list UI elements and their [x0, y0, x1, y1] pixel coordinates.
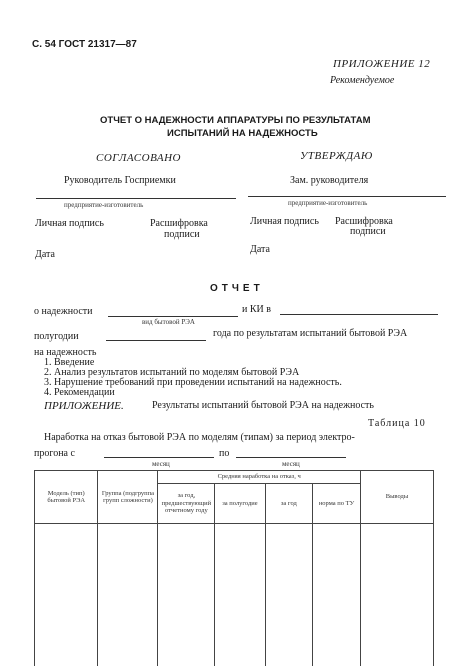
report-item-3: 3. Нарушение требований при проведении испытаний на надежность. [44, 377, 342, 388]
col-group: Группа (подгруппа групп сложности) [98, 471, 158, 524]
right-role: Зам. руководителя [290, 175, 368, 186]
table-caption-line1: Наработка на отказ бытовой РЭА по моделям (типам) за период электро- [44, 432, 355, 443]
ki-line [280, 314, 438, 315]
appendix-status: Рекомендуемое [330, 75, 394, 86]
left-decode-label: Расшифровка [150, 218, 208, 229]
report-heading: ОТЧЕТ [210, 283, 264, 294]
right-decode-label-2: подписи [350, 226, 386, 237]
table-number: Таблица 10 [368, 418, 426, 429]
end-month-caption: месяц [282, 460, 300, 468]
document-title-line1: ОТЧЕТ О НАДЕЖНОСТИ АППАРАТУРЫ ПО РЕЗУЛЬТАТАМ [100, 115, 371, 126]
left-role: Руководитель Госприемки [64, 175, 176, 186]
year-results-text: года по результатам испытаний бытовой РЭА [213, 328, 407, 339]
report-item-4: 4. Рекомендации [44, 387, 115, 398]
report-item-1: 1. Введение [44, 357, 94, 368]
left-signature-label: Личная подпись [35, 218, 104, 229]
period-start-line [104, 457, 214, 458]
appendix-number: ПРИЛОЖЕНИЕ 12 [333, 58, 430, 70]
col-conclusions: Выводы [360, 471, 433, 524]
table-row [35, 524, 434, 666]
appendix-label: ПРИЛОЖЕНИЕ. [44, 400, 124, 412]
right-signature-label: Личная подпись [250, 216, 319, 227]
half-year-line [106, 340, 206, 341]
approved-heading: УТВЕРЖДАЮ [300, 150, 373, 162]
col-year: за год [265, 484, 313, 524]
col-prev-year: за год, предшествующий отчетному году [158, 484, 215, 524]
col-model: Модель (тип) бытовой РЭА [35, 471, 98, 524]
ki-label: и КИ в [242, 304, 271, 315]
document-title-line2: ИСПЫТАНИЙ НА НАДЕЖНОСТЬ [167, 128, 318, 139]
report-item-2: 2. Анализ результатов испытаний по моделям бытовой РЭА [44, 367, 299, 378]
rea-type-line [108, 316, 238, 317]
left-date-label: Дата [35, 249, 55, 260]
agreed-heading: СОГЛАСОВАНО [96, 152, 181, 164]
page-reference: С. 54 ГОСТ 21317—87 [32, 39, 137, 50]
table-caption-to: по [219, 448, 229, 459]
half-year-label: полугодии [34, 331, 79, 342]
on-reliability-text: на надежность [34, 347, 97, 358]
period-end-line [236, 457, 346, 458]
col-mtbf-header: Средняя наработка на отказ, ч [158, 471, 361, 484]
report-about-label: о надежности [34, 306, 93, 317]
reliability-table [34, 470, 434, 666]
appendix-text: Результаты испытаний бытовой РЭА на надежность [152, 400, 374, 411]
table-caption-from: прогона с [34, 448, 75, 459]
left-org-caption: предприятие-изготовитель [64, 201, 143, 209]
left-decode-label-2: подписи [164, 229, 200, 240]
right-decode-label: Расшифровка [335, 216, 393, 227]
col-half-year: за полугодие [215, 484, 265, 524]
right-org-caption: предприятие-изготовитель [288, 199, 367, 207]
right-date-label: Дата [250, 244, 270, 255]
rea-type-caption: вид бытовой РЭА [142, 318, 195, 326]
right-org-line [248, 196, 446, 197]
start-month-caption: месяц [152, 460, 170, 468]
left-org-line [36, 198, 236, 199]
col-norm: норма по ТУ [313, 484, 361, 524]
